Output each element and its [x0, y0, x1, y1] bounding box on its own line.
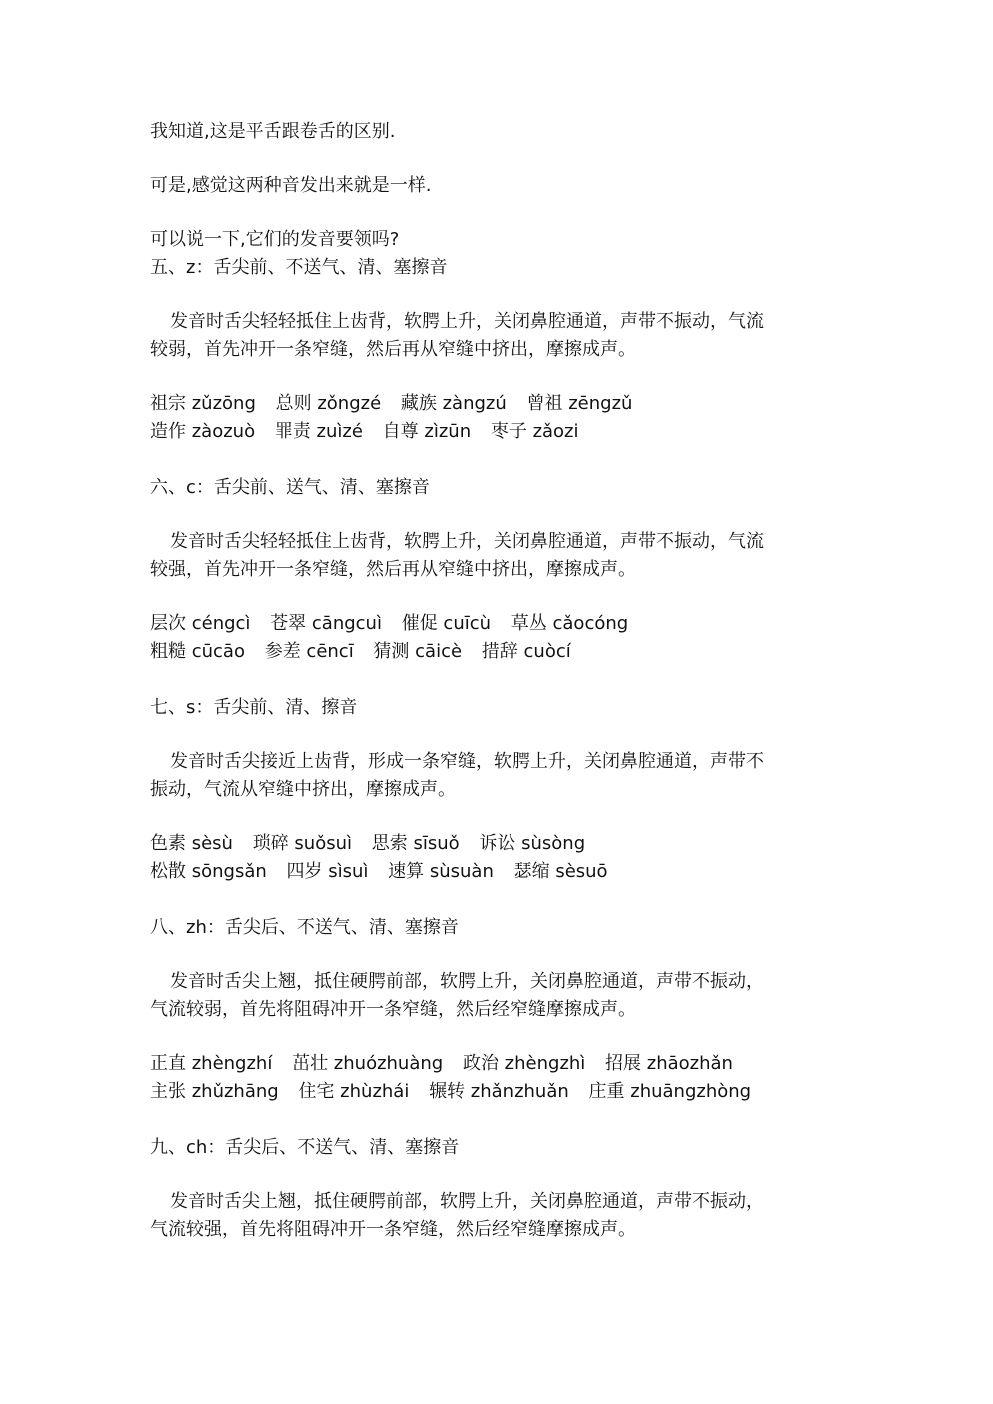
desc-line: 发音时舌尖轻轻抵住上齿背，软腭上升，关闭鼻腔通道，声带不振动，气流 [170, 311, 764, 332]
intro-line-3: 可以说一下,它们的发音要领吗? [150, 229, 400, 250]
word-item: 正直 zhèngzhí [150, 1053, 273, 1074]
word-item: 速算 sùsuàn [388, 861, 494, 882]
word-item: 琐碎 suǒsuì [252, 833, 353, 854]
word-item: 枣子 zǎozi [490, 421, 579, 442]
word-item: 参差 cēncī [264, 641, 354, 662]
word-item: 罪责 zuìzé [274, 421, 363, 442]
word-row-zh-2 [150, 1080, 751, 1104]
word-item: 措辞 cuòcí [481, 641, 571, 662]
desc-line: 振动，气流从窄缝中挤出，摩擦成声。 [150, 779, 456, 800]
word-item: 庄重 zhuāngzhòng [588, 1081, 752, 1102]
desc-line: 发音时舌尖接近上齿背，形成一条窄缝，软腭上升，关闭鼻腔通道，声带不 [170, 751, 764, 772]
word-row-z-2 [150, 420, 579, 444]
word-item: 自尊 zìzūn [382, 421, 472, 442]
word-item: 藏族 zàngzú [400, 393, 507, 414]
word-row-s-1 [150, 832, 585, 856]
desc-line: 较弱，首先冲开一条窄缝，然后再从窄缝中挤出，摩擦成声。 [150, 339, 636, 360]
section-heading-z: 五、z：舌尖前、不送气、清、塞擦音 [150, 257, 448, 278]
word-item: 苍翠 cāngcuì [270, 613, 382, 634]
desc-line: 气流较弱，首先将阻碍冲开一条窄缝，然后经窄缝摩擦成声。 [150, 999, 636, 1020]
section-desc-s [150, 748, 840, 804]
intro-line-1: 我知道,这是平舌跟卷舌的区别. [150, 121, 396, 142]
section-heading-ch: 九、ch：舌尖后、不送气、清、塞擦音 [150, 1137, 460, 1158]
section-desc-zh [150, 968, 840, 1024]
word-item: 催促 cuīcù [401, 613, 492, 634]
word-item: 粗糙 cūcāo [150, 641, 245, 662]
desc-line: 发音时舌尖轻轻抵住上齿背，软腭上升，关闭鼻腔通道，声带不振动，气流 [170, 531, 764, 552]
word-item: 总则 zǒngzé [275, 393, 382, 414]
word-item: 住宅 zhùzhái [298, 1081, 410, 1102]
word-item: 祖宗 zǔzōng [150, 393, 256, 414]
section-desc-c [150, 528, 840, 584]
word-item: 茁壮 zhuózhuàng [292, 1053, 444, 1074]
word-item: 瑟缩 sèsuō [513, 861, 608, 882]
word-item: 层次 céngcì [150, 613, 251, 634]
desc-line: 发音时舌尖上翘，抵住硬腭前部，软腭上升，关闭鼻腔通道，声带不振动， [170, 1191, 764, 1212]
intro-line-2: 可是,感觉这两种音发出来就是一样. [150, 175, 432, 196]
word-item: 色素 sèsù [150, 833, 233, 854]
word-item: 松散 sōngsǎn [150, 861, 267, 882]
word-item: 招展 zhāozhǎn [605, 1053, 733, 1074]
word-item: 猜测 cāicè [373, 641, 463, 662]
desc-line: 较强，首先冲开一条窄缝，然后再从窄缝中挤出，摩擦成声。 [150, 559, 636, 580]
word-row-c-2 [150, 640, 571, 664]
section-desc-ch [150, 1188, 840, 1244]
desc-line: 发音时舌尖上翘，抵住硬腭前部，软腭上升，关闭鼻腔通道，声带不振动， [170, 971, 764, 992]
word-row-c-1 [150, 612, 628, 636]
word-item: 草丛 cǎocóng [510, 613, 629, 634]
word-item: 思索 sīsuǒ [371, 833, 460, 854]
section-heading-c: 六、c：舌尖前、送气、清、塞擦音 [150, 477, 430, 498]
section-heading-zh: 八、zh：舌尖后、不送气、清、塞擦音 [150, 917, 459, 938]
word-item: 造作 zàozuò [150, 421, 256, 442]
word-row-s-2 [150, 860, 608, 884]
section-heading-s: 七、s：舌尖前、清、擦音 [150, 697, 358, 718]
section-desc-z [150, 308, 840, 364]
word-item: 诉讼 sùsòng [479, 833, 586, 854]
word-item: 政治 zhèngzhì [462, 1053, 586, 1074]
word-item: 主张 zhǔzhāng [150, 1081, 279, 1102]
word-item: 四岁 sìsuì [286, 861, 369, 882]
word-row-z-1 [150, 392, 632, 416]
word-item: 曾祖 zēngzǔ [526, 393, 633, 414]
word-item: 辗转 zhǎnzhuǎn [429, 1081, 569, 1102]
desc-line: 气流较强，首先将阻碍冲开一条窄缝，然后经窄缝摩擦成声。 [150, 1219, 636, 1240]
word-row-zh-1 [150, 1052, 733, 1076]
